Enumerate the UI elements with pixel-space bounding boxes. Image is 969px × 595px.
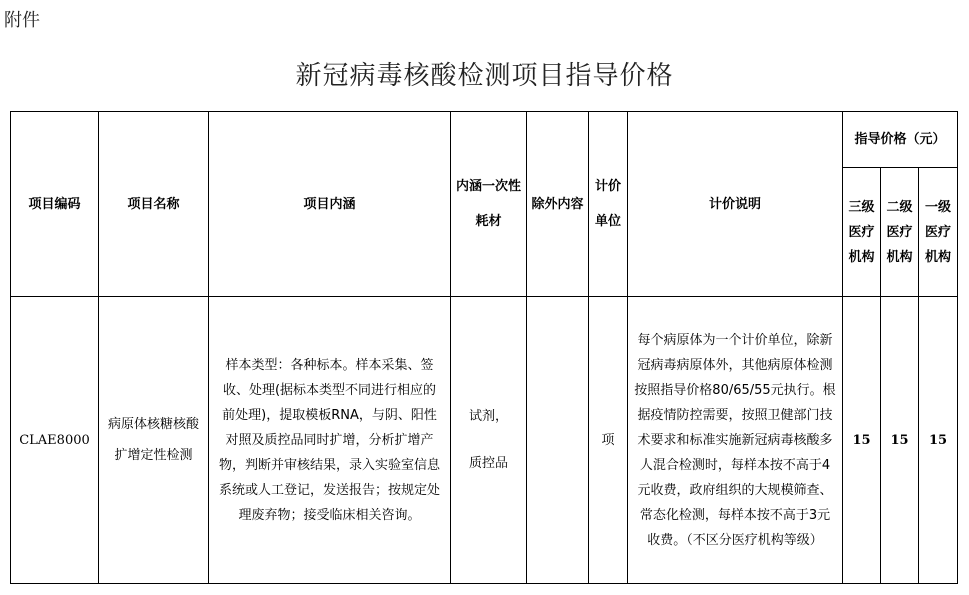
cell-consumables: 试剂， 质控品 [451, 297, 527, 584]
price-table [10, 111, 958, 584]
cell-price-level3: 15 [843, 297, 881, 584]
cell-explanation: 每个病原体为一个计价单位，除新 冠病毒病原体外，其他病原体检测 按照指导价格80/65/55元执行。根 据疫情防控需要，按照卫健部门技 术要求和标准实施新冠病毒核酸多 人混合检测时，每样本按不高于4 元收费，政府组织的大规模筛查、 常态化检测，每样本按不高于3元 收费。（不区分医疗机构等级） [628, 297, 843, 584]
header-explanation: 计价说明 [628, 112, 843, 297]
attachment-label: 附件 [4, 10, 40, 31]
cell-content: 样本类型：各种标本。样本采集、签 收、处理(据标本类型不同进行相应的 前处理)，提取模板RNA，与阴、阳性 对照及质控品同时扩增，分析扩增产 物，判断并审核结果，录入实验室信息 系统或人工登记，发送报告；按规定处 理废弃物；接受临床相关咨询。 [209, 297, 451, 584]
cell-name: 病原体核糖核酸 扩增定性检测 [99, 297, 209, 584]
header-consumables: 内涵一次性 耗材 [451, 112, 527, 297]
header-price-group: 指导价格（元） [843, 112, 958, 168]
header-level2: 二级 医疗 机构 [881, 168, 919, 297]
cell-unit: 项 [589, 297, 628, 584]
header-name: 项目名称 [99, 112, 209, 297]
cell-price-level2: 15 [881, 297, 919, 584]
header-unit: 计价 单位 [589, 112, 628, 297]
header-level1: 一级 医疗 机构 [919, 168, 958, 297]
header-content: 项目内涵 [209, 112, 451, 297]
cell-price-level1: 15 [919, 297, 958, 584]
cell-code: CLAE8000 [11, 297, 99, 584]
cell-excluded [527, 297, 589, 584]
header-code: 项目编码 [11, 112, 99, 297]
header-level3: 三级 医疗 机构 [843, 168, 881, 297]
page-title: 新冠病毒核酸检测项目指导价格 [295, 61, 674, 91]
header-excluded: 除外内容 [527, 112, 589, 297]
table-row [11, 297, 958, 584]
